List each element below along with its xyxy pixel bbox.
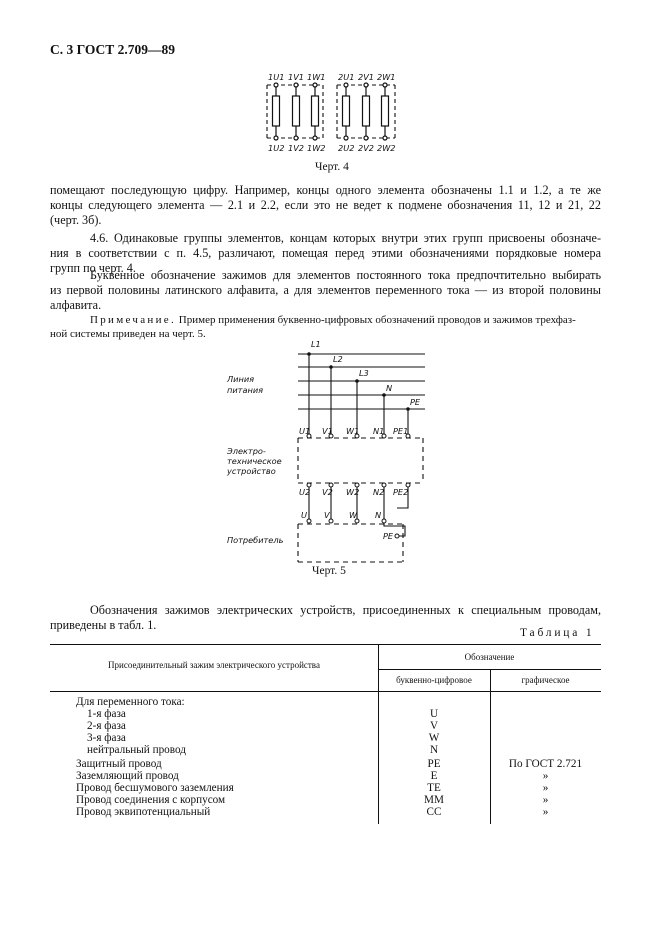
terminal-dot bbox=[364, 83, 368, 87]
terminal-dot bbox=[294, 83, 298, 87]
table-cell: Для переменного тока: bbox=[76, 696, 185, 708]
label-L2: L2 bbox=[333, 354, 343, 364]
terminal-label: N bbox=[375, 510, 382, 520]
terminal-label-bottom: 2U2 bbox=[338, 143, 355, 153]
table-cell: U bbox=[429, 708, 439, 720]
text-line: групп по черт. 4. bbox=[50, 261, 136, 276]
text-line: (черт. 3б). bbox=[50, 213, 102, 228]
table-group-ac-codes bbox=[378, 708, 490, 756]
note bbox=[50, 314, 601, 341]
terminal-label-top: 1V1 bbox=[288, 72, 305, 82]
table-cell: » bbox=[542, 794, 549, 806]
device-label: техническое bbox=[227, 456, 282, 466]
terminal-label: PE bbox=[383, 531, 394, 541]
label-L3: L3 bbox=[359, 368, 369, 378]
terminal-dot bbox=[313, 83, 317, 87]
terminal-label: U2 bbox=[299, 487, 311, 497]
supply-label: питания bbox=[227, 385, 264, 395]
table-cell: 1-я фаза bbox=[87, 708, 126, 720]
terminal-label: PE2 bbox=[393, 487, 409, 497]
device-label: Электро- bbox=[227, 446, 266, 456]
text-line: алфавита. bbox=[50, 298, 102, 313]
terminal-label-bottom: 2W2 bbox=[377, 143, 396, 153]
table-group-ac bbox=[76, 696, 186, 756]
terminal-label-top: 2V1 bbox=[358, 72, 375, 82]
element-resistor bbox=[273, 96, 280, 126]
terminal-label-top: 2W1 bbox=[377, 72, 396, 82]
page-header: С. 3 ГОСТ 2.709—89 bbox=[50, 42, 176, 57]
table-title: Таблица 1 bbox=[520, 627, 595, 639]
table-cell: нейтральный провод bbox=[87, 744, 186, 756]
terminal-label-bottom: 1W2 bbox=[307, 143, 326, 153]
terminal-label: V bbox=[324, 510, 330, 520]
terminal-label: W2 bbox=[346, 487, 360, 497]
device-label: устройство bbox=[227, 466, 276, 476]
terminal-label: W bbox=[349, 510, 358, 520]
terminal-label: N2 bbox=[373, 487, 385, 497]
terminal-label: U bbox=[301, 510, 307, 520]
table-cell: Провод соединения с корпусом bbox=[76, 794, 226, 806]
terminal-label-bottom: 1U2 bbox=[268, 143, 285, 153]
element-resistor bbox=[293, 96, 300, 126]
table-cell: V bbox=[429, 720, 439, 732]
table-group-special bbox=[76, 758, 234, 818]
text-line: из первой половины латинского алфавита, а для элементов переменного тока — из второй половины bbox=[50, 283, 601, 298]
terminal-dot bbox=[383, 83, 387, 87]
terminal-label: W1 bbox=[346, 426, 360, 436]
element-resistor bbox=[363, 96, 370, 126]
terminal-label-bottom: 1V2 bbox=[288, 143, 305, 153]
text-line: приведены в табл. 1. bbox=[50, 618, 157, 633]
terminal-label-bottom: 2V2 bbox=[358, 143, 375, 153]
table-cell: PE bbox=[427, 758, 441, 770]
table-cell: Защитный провод bbox=[76, 758, 162, 770]
label-L1: L1 bbox=[311, 339, 321, 349]
terminal-label: U1 bbox=[299, 426, 311, 436]
table-cell: E bbox=[430, 770, 438, 782]
table-cell: 3-я фаза bbox=[87, 732, 126, 744]
label-N: N bbox=[386, 383, 393, 393]
table-cell: По ГОСТ 2.721 bbox=[508, 758, 583, 770]
table-cell: Заземляющий провод bbox=[76, 770, 179, 782]
table-group-special-graphic bbox=[490, 758, 601, 818]
supply-label: Линия bbox=[227, 374, 255, 384]
figure-5-diagram bbox=[225, 338, 440, 578]
table-cell: » bbox=[542, 806, 549, 818]
text-line: Буквенное обозначение зажимов для элементов постоянного тока предпочтительно выбирать bbox=[90, 268, 601, 282]
figure-5-caption: Черт. 5 bbox=[312, 565, 346, 577]
terminal-label: N1 bbox=[373, 426, 385, 436]
paragraph-letter-designation bbox=[50, 268, 601, 314]
terminal-label-top: 1W1 bbox=[307, 72, 326, 82]
label-PE: PE bbox=[410, 397, 421, 407]
terminal-dot bbox=[383, 136, 387, 140]
paragraph-table-intro bbox=[50, 603, 601, 633]
table-cell: MM bbox=[424, 794, 444, 806]
element-resistor bbox=[343, 96, 350, 126]
table bbox=[50, 644, 601, 824]
terminal-dot bbox=[344, 136, 348, 140]
text-line: Обозначения зажимов электрических устройств, присоединенных к специальным проводам, bbox=[90, 603, 601, 617]
table-cell: » bbox=[542, 770, 549, 782]
terminal-dot bbox=[274, 83, 278, 87]
text-line: ния в соответствии с п. 4.5, различают, помещая перед этими обозначениями порядковые номера bbox=[50, 246, 601, 261]
table-cell: Провод бесшумового заземления bbox=[76, 782, 234, 794]
consumer-label: Потребитель bbox=[227, 535, 284, 545]
note-text: Пример применения буквенно-цифровых обозначений проводов и зажимов трехфаз- bbox=[178, 314, 576, 326]
table-cell: W bbox=[428, 732, 440, 744]
table-cell: Провод эквипотенциальный bbox=[76, 806, 211, 818]
table-cell: N bbox=[429, 744, 439, 756]
table-cell: » bbox=[542, 782, 549, 794]
column-header-designation: Обозначение bbox=[464, 652, 515, 662]
note-text: ной системы приведен на черт. 5. bbox=[50, 327, 206, 340]
text-line: концы следующего элемента — 2.1 и 2.2, если это не ведет к подмене обозначения 11, 12 и 21, 22 bbox=[50, 198, 601, 213]
table-group-special-codes bbox=[378, 758, 490, 818]
terminal-dot bbox=[364, 136, 368, 140]
column-header-terminal: Присоединительный зажим электрического устройства bbox=[108, 660, 320, 670]
table-cell: TE bbox=[427, 782, 441, 794]
terminal-label: V2 bbox=[322, 487, 333, 497]
table-cell: 2-я фаза bbox=[87, 720, 126, 732]
terminal-dot bbox=[274, 136, 278, 140]
terminal-label: PE1 bbox=[393, 426, 409, 436]
column-header-graphic: графическое bbox=[521, 675, 570, 685]
terminal-dot bbox=[294, 136, 298, 140]
terminal-dot bbox=[344, 83, 348, 87]
column-header-alphanumeric: буквенно-цифровое bbox=[396, 675, 472, 685]
terminal-label-top: 1U1 bbox=[268, 72, 285, 82]
terminal-label: V1 bbox=[322, 426, 333, 436]
terminal-label-top: 2U1 bbox=[338, 72, 355, 82]
element-resistor bbox=[312, 96, 319, 126]
figure-4-caption: Черт. 4 bbox=[315, 161, 349, 173]
table-cell: CC bbox=[426, 806, 442, 818]
text-line: 4.6. Одинаковые группы элементов, концам которых внутри этих групп присвоены обозначе- bbox=[90, 231, 601, 245]
paragraph-continuation bbox=[50, 183, 601, 229]
figure-4-diagram bbox=[255, 60, 415, 160]
note-heading: Примечание. bbox=[90, 314, 177, 326]
terminal-dot bbox=[313, 136, 317, 140]
element-resistor bbox=[382, 96, 389, 126]
text-line: помещают последующую цифру. Например, концы одного элемента обозначены 1.1 и 1.2, а те же bbox=[50, 183, 601, 197]
